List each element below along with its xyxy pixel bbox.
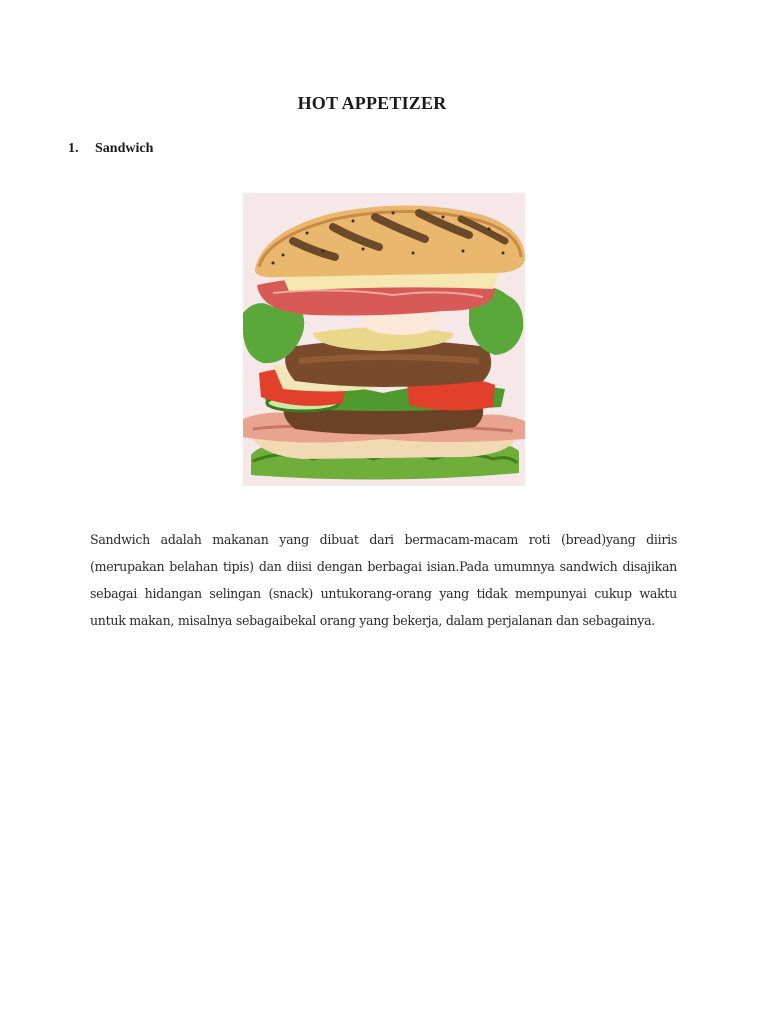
section-number: 1. (68, 141, 79, 156)
page-title: HOT APPETIZER (297, 93, 447, 113)
body-paragraph: Sandwich adalah makanan yang dibuat dari bermacam-macam roti (bread)yang diiris (merupakan belahan tipis) dan diisi dengan berbagai isian.Pada umumnya sandwich disajikan sebagai hidangan selingan (snack) untukorang-orang yang tidak mempunyai cukup waktu untuk makan, misalnya sebagaibekal orang yang bekerja, dalam perjalanan dan sebagainya. (90, 532, 677, 628)
section-heading-text: Sandwich (95, 141, 154, 156)
section-heading (68, 141, 153, 157)
sandwich-illustration (243, 193, 525, 486)
sandwich-photo (243, 193, 525, 486)
